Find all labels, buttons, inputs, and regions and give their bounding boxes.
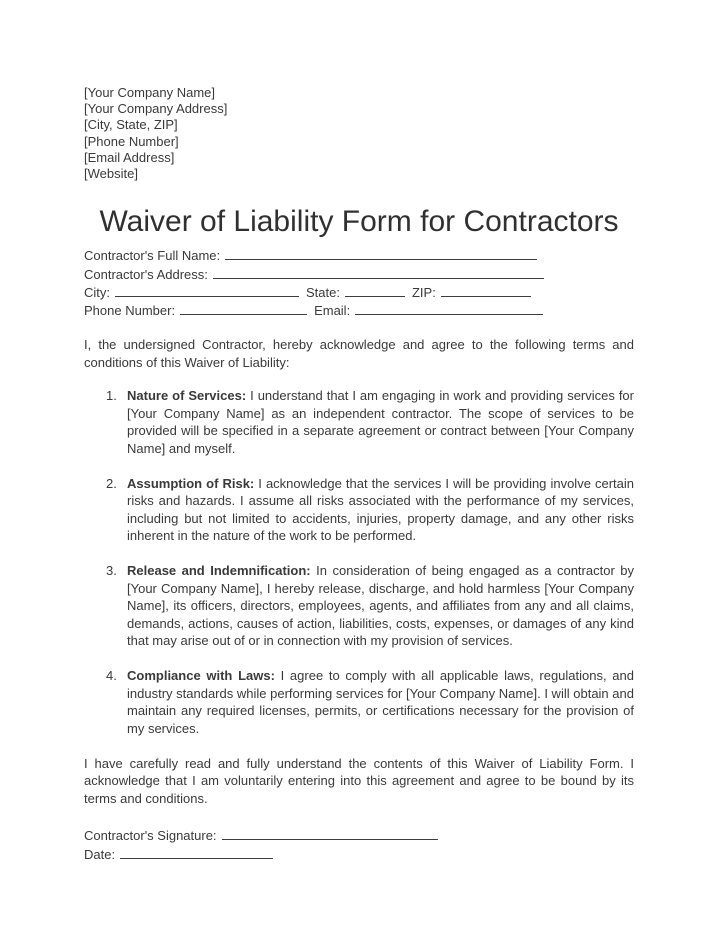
letterhead-company-address: [Your Company Address] bbox=[84, 101, 228, 117]
state-blank-line bbox=[345, 283, 405, 297]
phone-blank-line bbox=[180, 301, 307, 315]
date-label: Date: bbox=[84, 846, 116, 862]
address-label: Contractor's Address: bbox=[84, 266, 208, 282]
term-heading: Assumption of Risk: bbox=[127, 475, 255, 491]
closing-paragraph: I have carefully read and fully understand the contents of this Waiver of Liability Form. I acknowledge that I am voluntarily entering into this agreement and agree to be bound by its terms and conditions. bbox=[84, 755, 634, 806]
field-row-phone-email bbox=[84, 301, 634, 319]
term-text bbox=[127, 387, 634, 457]
letterhead-website: [Website] bbox=[84, 166, 138, 182]
email-label: Email: bbox=[314, 303, 351, 319]
term-body: In consideration of being engaged as a contractor by [Your Company Name], I hereby release, discharge, and hold harmless [Your Company Name], its officers, directors, employees, agents, and affiliates from any and all claims, demands, actions, causes of action, liabilities, costs, expenses, or damages of any kind that may arise out of or in connection with my provision of services. bbox=[127, 563, 634, 649]
letterhead-city-state-zip: [City, State, ZIP] bbox=[84, 117, 178, 133]
term-number: 1. bbox=[106, 388, 117, 404]
email-blank-line bbox=[355, 301, 543, 315]
term-number: 3. bbox=[106, 563, 117, 579]
intro-paragraph: I, the undersigned Contractor, hereby acknowledge and agree to the following terms and conditions of this Waiver of Liability: bbox=[84, 337, 634, 370]
term-text bbox=[127, 475, 634, 545]
address-blank-line bbox=[213, 265, 544, 279]
term-heading: Release and Indemnification: bbox=[127, 563, 311, 579]
date-row bbox=[84, 845, 634, 864]
term-body: I agree to comply with all applicable laws, regulations, and industry standards while performing services for [Your Company Name]. I will obtain and maintain any required licenses, permits, or certifications necessary for the provision of my services. bbox=[127, 668, 634, 736]
field-row-city-state-zip bbox=[84, 283, 634, 301]
city-label: City: bbox=[84, 284, 110, 300]
term-body: I acknowledge that the services I will be providing involve certain risks and hazards. I assume all risks associated with the performance of my services, including but not limited to accidents, injuries, property damage, and any other risks inherent in the nature of the work to be performed. bbox=[127, 475, 634, 544]
field-row-full-name bbox=[84, 246, 634, 264]
phone-label: Phone Number: bbox=[84, 303, 176, 319]
signature-block bbox=[84, 826, 634, 863]
zip-blank-line bbox=[441, 283, 531, 297]
term-item-compliance-with-laws bbox=[84, 667, 634, 737]
term-number: 4. bbox=[106, 668, 117, 684]
full-name-blank-line bbox=[225, 246, 537, 260]
terms-list bbox=[84, 387, 634, 737]
term-number: 2. bbox=[106, 475, 117, 491]
document-title: Waiver of Liability Form for Contractors bbox=[99, 205, 619, 239]
signature-blank-line bbox=[222, 826, 438, 840]
term-text bbox=[127, 562, 634, 650]
letterhead-phone: [Phone Number] bbox=[84, 133, 179, 149]
state-label: State: bbox=[306, 284, 340, 300]
letterhead bbox=[84, 85, 634, 182]
contact-fields bbox=[84, 246, 634, 319]
field-row-address bbox=[84, 265, 634, 283]
signature-row bbox=[84, 826, 634, 845]
term-heading: Nature of Services: bbox=[127, 388, 247, 404]
full-name-label: Contractor's Full Name: bbox=[84, 248, 221, 264]
term-body: I understand that I am engaging in work and providing services for [Your Company Name] as an independent contractor. The scope of services to be provided will be specified in a separate agreement or contract between [Your Company Name] and myself. bbox=[127, 388, 634, 456]
zip-label: ZIP: bbox=[411, 284, 436, 300]
term-item-release-indemnification bbox=[84, 562, 634, 650]
city-blank-line bbox=[115, 283, 299, 297]
letterhead-company-name: [Your Company Name] bbox=[84, 85, 216, 100]
term-heading: Compliance with Laws: bbox=[127, 668, 275, 684]
signature-label: Contractor's Signature: bbox=[84, 828, 217, 844]
term-item-assumption-of-risk bbox=[84, 475, 634, 545]
term-item-nature-of-services bbox=[84, 387, 634, 457]
letterhead-email: [Email Address] bbox=[84, 149, 175, 165]
term-text bbox=[127, 667, 634, 737]
date-blank-line bbox=[120, 845, 273, 859]
